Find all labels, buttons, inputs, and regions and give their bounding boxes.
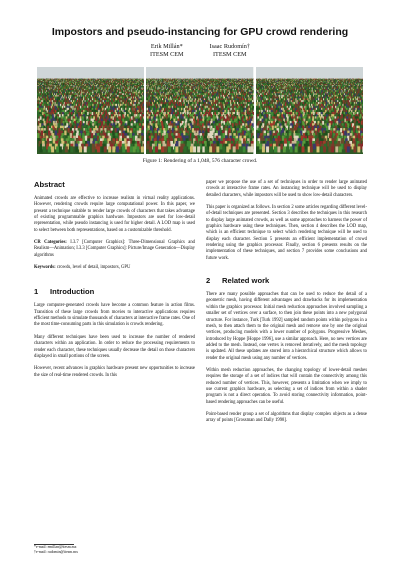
crowd-image-2 (146, 67, 253, 154)
author-block (0, 43, 400, 58)
footnote-email-2: †e-mail: rudomin@itesm.mx (34, 550, 78, 555)
section-number: 1 (34, 287, 39, 297)
related-work-heading (206, 276, 367, 285)
author-affiliation: ITESM CEM (150, 50, 184, 58)
cr-label: CR Categories: (34, 240, 67, 246)
related-paragraph-2: Within mesh reduction approaches, the changing topology of lower-detail meshes requires the storage of a set of indices that will contain the connectivity among this reduced number of vertices. This, however, presents a limitation when we imply to use current graphics hardware, as selecting a set of indices from within a shader program is not a direct operation. To avoid storing connectivity information, point-based rendering approaches can be useful. (206, 367, 367, 405)
crowd-image-3 (256, 67, 363, 154)
keywords (34, 265, 195, 271)
teaser-figure (37, 67, 363, 154)
author-2 (210, 43, 250, 58)
crowd-image-1 (37, 67, 144, 154)
intro-continued-2: This paper is organized as follows. In section 2 some articles regarding different level-of-detail techniques are presented. Section 3 describes the techniques in this research to display large animated crowds, as well as some approaches to harness the power of graphics hardware using these techniques. Then, section 4 describes the LOD map, which is an efficient technique to select which rendering technique will be used to display each character. Section 5 presents an efficient implementation of crowd rendering using the graphics processor. Finally, section 6 presents results on the implementation of these techniques, and section 7 provides some conclusions and future work. (206, 205, 367, 261)
cr-categories (34, 240, 195, 259)
left-column (34, 180, 195, 385)
section-title: Related work (222, 276, 270, 286)
intro-heading (34, 287, 195, 296)
footnotes (34, 545, 195, 555)
keywords-text: crowds, level of detail, impostors, GPU (56, 265, 131, 271)
abstract-body: Animated crowds are effective to increase realism in virtual reality applications. However, rendering crowds require large computational power. In this paper, we present a technique suitable to render large crowds of characters that takes advantage of existing programmable graphics hardware. Impostors are used for low-detail representation, while pseudo instancing is used for higher detail. A LOD map is used to select between both representations, based on a customizable threshold. (34, 196, 195, 233)
intro-paragraph-3: However, recent advances in graphics hardware present new opportunities to increase the size of real-time rendered crowds. In this (34, 366, 195, 378)
intro-continued-1: paper we propose the use of a set of techniques in order to render large animated crowds at interactive frame rates. An instancing technique will be used to display detailed characters, while impostors will be used to show low-detail characters. (206, 180, 367, 198)
section-number: 2 (206, 276, 211, 286)
section-title: Introduction (50, 287, 95, 297)
keywords-label: Keywords: (34, 265, 56, 271)
abstract-heading: Abstract (34, 180, 65, 189)
crowd-render-panel-1 (37, 67, 144, 154)
right-column (206, 180, 367, 431)
figure-caption: Figure 1: Rendering of a 1,048, 576 character crowd. (142, 158, 258, 164)
paper-title: Impostors and pseudo-instancing for GPU crowd rendering (51, 26, 349, 38)
crowd-render-panel-3 (256, 67, 363, 154)
related-paragraph-3: Point-based render group a set of algorithms that display complex objects as a dense array of points [Grossman and Dally 1998]. (206, 411, 367, 424)
intro-paragraph-1: Large computer-generated crowds have become a common feature in action films. Transition of these large crowds from movies to interactive applications requires efficient methods to simulate thousands of characters at interactive frame rates. One of the most time-consuming parts in this simulation is crowds rendering. (34, 303, 195, 328)
author-affiliation: ITESM CEM (212, 50, 247, 58)
related-paragraph-1: There are many possible approaches that can be used to reduce the detail of a geometric mesh, having different advantages and drawbacks for its implementation within the graphics processor. Initial mesh reduction approaches involved sampling a smaller set of vertices over a surface, to then join these points into a new polygonal structure. For instance, Turk [Turk 1992] sampled random points within polygons in a mesh, to then attach them to the original mesh and remove one by one the original vertices, producing models with a lower number of polygons. Progressive Meshes, introduced by Hoppe [Hoppe 1996], use a similar approach. Here, no new vertices are added to the mesh. Instead, one vertex is removed iteratively, and the mesh topology is updated. All these updates are stored into a hierarchical structure which allows to render the original mesh using any number of vertices. (206, 292, 367, 361)
footnote-email-1: *e-mail: emillan@itesm.mx (34, 545, 77, 549)
intro-paragraph-2: Many different techniques have been used to increase the number of rendered characters within an application. In order to reduce the processing requirements to render each character, these techniques usually decrease the detail on those characters displayed in small portions of the screen. (34, 334, 195, 359)
author-name: Isaac Rudomín† (209, 43, 250, 50)
crowd-render-panel-2 (146, 67, 253, 154)
cr-text: I.3.7 [Computer Graphics]: Three-Dimensional Graphics and Realism—Animation; I.3.3 [Computer Graphics]: Picture/Image Generation—Display algorithms (34, 240, 195, 258)
author-name: Erik Millán* (150, 43, 183, 50)
author-1 (150, 43, 184, 58)
